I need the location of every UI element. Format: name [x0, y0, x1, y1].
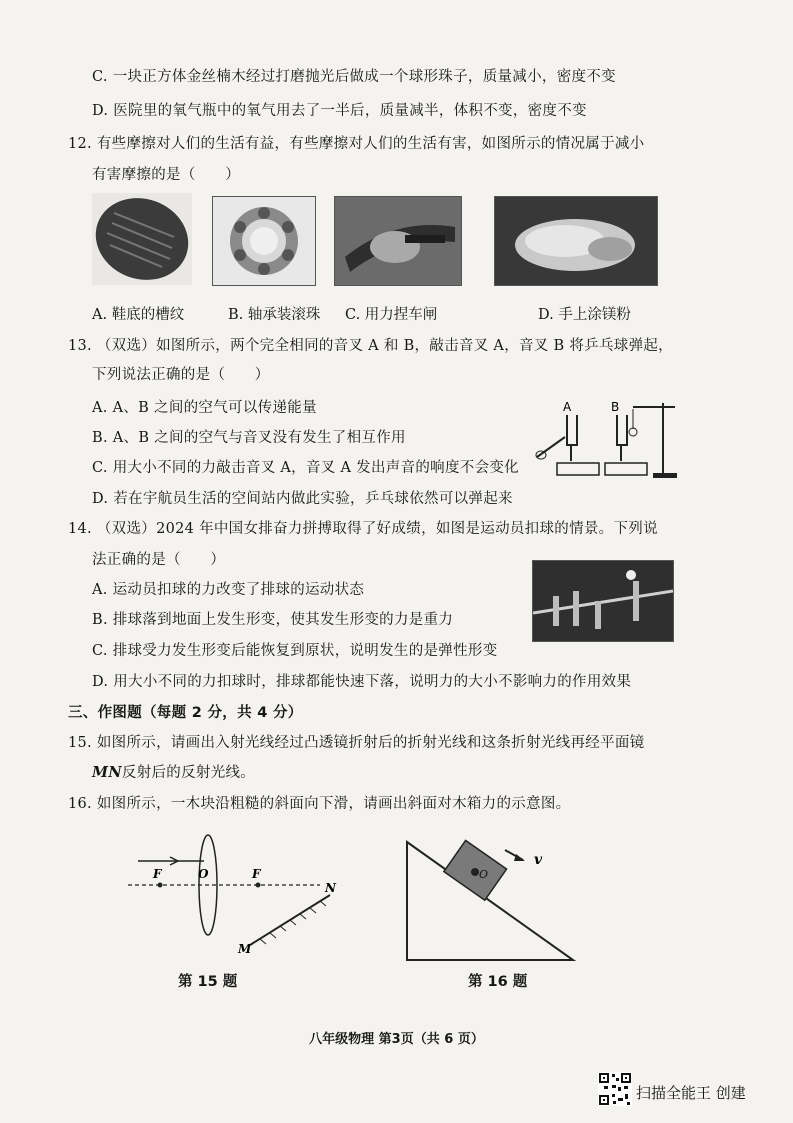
- q16-stem: 16. 如图所示，一木块沿粗糙的斜面向下滑，请画出斜面对木箱力的示意图。: [68, 796, 571, 812]
- q15-stem-tail: 反射后的反射光线。: [121, 765, 256, 781]
- section-3-title: 三、作图题（每题 2 分，共 4 分）: [68, 705, 303, 721]
- figure-16-incline: [395, 832, 595, 967]
- q12-stem: 12. 有些摩擦对人们的生活有益，有些摩擦对人们的生活有害，如图所示的情况属于减小: [68, 136, 645, 152]
- q14-option-d: D. 用大小不同的力扣球时，排球都能快速下落，说明力的大小不影响力的作用效果: [92, 674, 632, 690]
- q15-stem: 15. 如图所示，请画出入射光线经过凸透镜折射后的折射光线和这条折射光线再经平面镜: [68, 735, 645, 751]
- optical-center-label: O: [198, 867, 209, 881]
- fork-label-b: B: [611, 400, 620, 414]
- figure-15-lens-mirror: [120, 830, 360, 960]
- q11-option-d: D. 医院里的氧气瓶中的氧气用去了一半后，质量减半，体积不变，密度不变: [92, 103, 587, 119]
- q12-option-c: C. 用力捏车闸: [345, 307, 438, 323]
- q12-option-d: D. 手上涂镁粉: [538, 307, 631, 323]
- fork-label-a: A: [563, 400, 572, 414]
- scanner-brand-label: 扫描全能王 创建: [636, 1084, 746, 1102]
- q14-option-c: C. 排球受力发生形变后能恢复到原状，说明发生的是弹性形变: [92, 643, 498, 659]
- focus-label-right: F: [252, 867, 261, 881]
- photo-ball-bearing: [212, 196, 316, 286]
- q13-option-a: A. A、B 之间的空气可以传递能量: [92, 400, 317, 416]
- page-footer: 八年级物理 第3页（共 6 页）: [309, 1032, 484, 1047]
- q13-option-d: D. 若在宇航员生活的空间站内做此实验，乒乓球依然可以弹起来: [92, 491, 513, 507]
- q14-option-b: B. 排球落到地面上发生形变，使其发生形变的力是重力: [92, 612, 454, 628]
- q11-option-c: C. 一块正方体金丝楠木经过打磨抛光后做成一个球形珠子，质量减小，密度不变: [92, 69, 616, 85]
- block-center-label: O: [479, 868, 489, 881]
- q12-option-b: B. 轴承装滚珠: [228, 307, 321, 323]
- photo-shoe-sole: [92, 193, 192, 285]
- mirror-label-mn: MN: [92, 764, 122, 781]
- q13-option-b: B. A、B 之间的空气与音叉没有发生了相互作用: [92, 430, 406, 446]
- q12-stem-cont: 有害摩擦的是（ ）: [92, 167, 240, 183]
- mirror-end-n: N: [325, 881, 336, 895]
- figure-15-caption: 第 15 题: [178, 974, 238, 990]
- q13-stem-cont: 下列说法正确的是（ ）: [92, 367, 270, 383]
- photo-volleyball-spike: [532, 560, 674, 642]
- figure-16-caption: 第 16 题: [468, 974, 528, 990]
- q14-option-a: A. 运动员扣球的力改变了排球的运动状态: [92, 582, 365, 598]
- q14-stem-cont: 法正确的是（ ）: [92, 552, 226, 568]
- q12-option-a: A. 鞋底的槽纹: [92, 307, 185, 323]
- photo-bike-brake: [334, 196, 462, 286]
- photo-magnesium-powder: [494, 196, 658, 286]
- q14-stem: 14. （双选）2024 年中国女排奋力拼搏取得了好成绩，如图是运动员扣球的情景。下列说: [68, 521, 658, 537]
- qr-code-icon: [598, 1072, 632, 1106]
- q13-option-c: C. 用大小不同的力敲击音叉 A，音叉 A 发出声音的响度不会变化: [92, 460, 519, 476]
- q13-stem: 13. （双选）如图所示，两个完全相同的音叉 A 和 B，敲击音叉 A，音叉 B 将乒乓球弹起，: [68, 338, 673, 354]
- mirror-end-m: M: [238, 942, 252, 956]
- q15-stem-cont: [92, 763, 255, 783]
- tuning-fork-figure: [535, 395, 685, 485]
- velocity-label: v: [534, 852, 543, 868]
- focus-label-left: F: [153, 867, 162, 881]
